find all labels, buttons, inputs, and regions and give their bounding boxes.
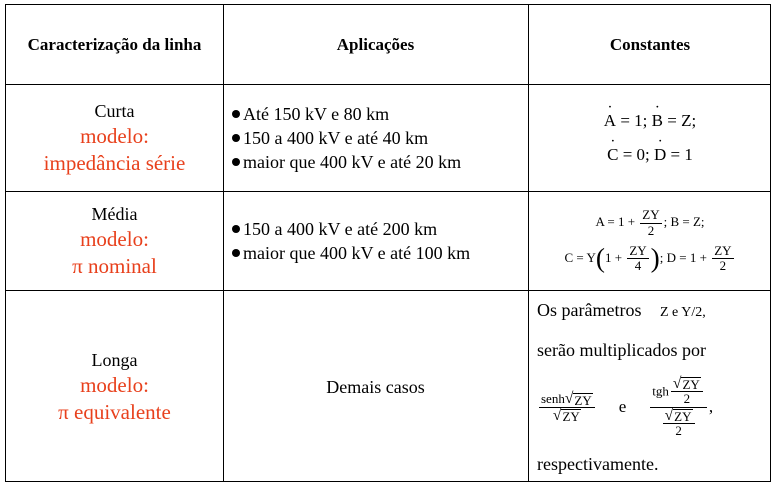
application-item: maior que 400 kV e até 100 km	[232, 241, 528, 265]
correction-factors: senh √ ZY √ ZY e tgh √ ZY 2 √ ZY 2 ,	[541, 374, 714, 439]
row-longa-characterization	[6, 291, 223, 483]
line-type-name: Longa	[91, 350, 138, 370]
bullet-icon	[232, 225, 240, 233]
respectively-line: respectivamente.	[537, 454, 659, 475]
constants-line-cd: ˙ C = 0; ˙ D = 1	[607, 138, 693, 172]
application-item: 150 a 400 kV e até 40 km	[232, 126, 528, 150]
row-curta-characterization	[6, 85, 223, 191]
bullet-icon	[232, 134, 240, 142]
row-longa-constants	[528, 291, 772, 483]
multiplied-line: serão multiplicados por	[537, 340, 706, 361]
constants-line-ab: ˙ A = 1; ˙ B = Z;	[604, 104, 696, 138]
application-text: Demais casos	[326, 377, 425, 397]
header-applications	[223, 5, 528, 84]
line-type-name: Curta	[94, 101, 135, 121]
application-item: 150 a 400 kV e até 200 km	[232, 217, 528, 241]
application-item: maior que 400 kV e até 20 km	[232, 150, 528, 174]
tgh-factor: tgh √ ZY 2 √ ZY 2	[650, 376, 707, 439]
row-media-applications	[223, 192, 528, 290]
header-characterization	[6, 5, 223, 84]
row-media-characterization	[6, 192, 223, 290]
model-type: π equivalente	[58, 400, 171, 424]
row-longa-applications	[223, 291, 528, 483]
header-characterization-text: Caracterização da linha	[27, 34, 202, 54]
model-type: impedância série	[43, 151, 186, 175]
row-media-constants	[528, 192, 772, 290]
params-line: Os parâmetros Z e Y/2,	[537, 299, 706, 320]
row-curta-applications	[223, 85, 528, 191]
bullet-icon	[232, 249, 240, 257]
model-label: modelo:	[80, 227, 149, 251]
transmission-line-table	[5, 4, 771, 482]
row-curta-constants	[528, 85, 772, 191]
application-item: Até 150 kV e 80 km	[232, 102, 528, 126]
header-constants	[528, 5, 772, 84]
line-type-name: Média	[91, 204, 138, 224]
senh-factor: senh √ ZY √ ZY	[539, 391, 595, 423]
model-label: modelo:	[80, 124, 149, 148]
bullet-icon	[232, 158, 240, 166]
header-constants-text: Constantes	[609, 34, 691, 54]
bullet-icon	[232, 110, 240, 118]
constants-line-cd: C = Y(1 + $\frac{ZY}{4}$ ); D = 1 + $\frac{ZY}{2}$	[564, 243, 732, 274]
header-applications-text: Aplicações	[336, 34, 415, 54]
model-label: modelo:	[80, 373, 149, 397]
constants-line-ab: A = 1 + $\frac{ZY}{2}$ ; B = Z;	[595, 207, 705, 238]
model-type: π nominal	[72, 254, 157, 278]
